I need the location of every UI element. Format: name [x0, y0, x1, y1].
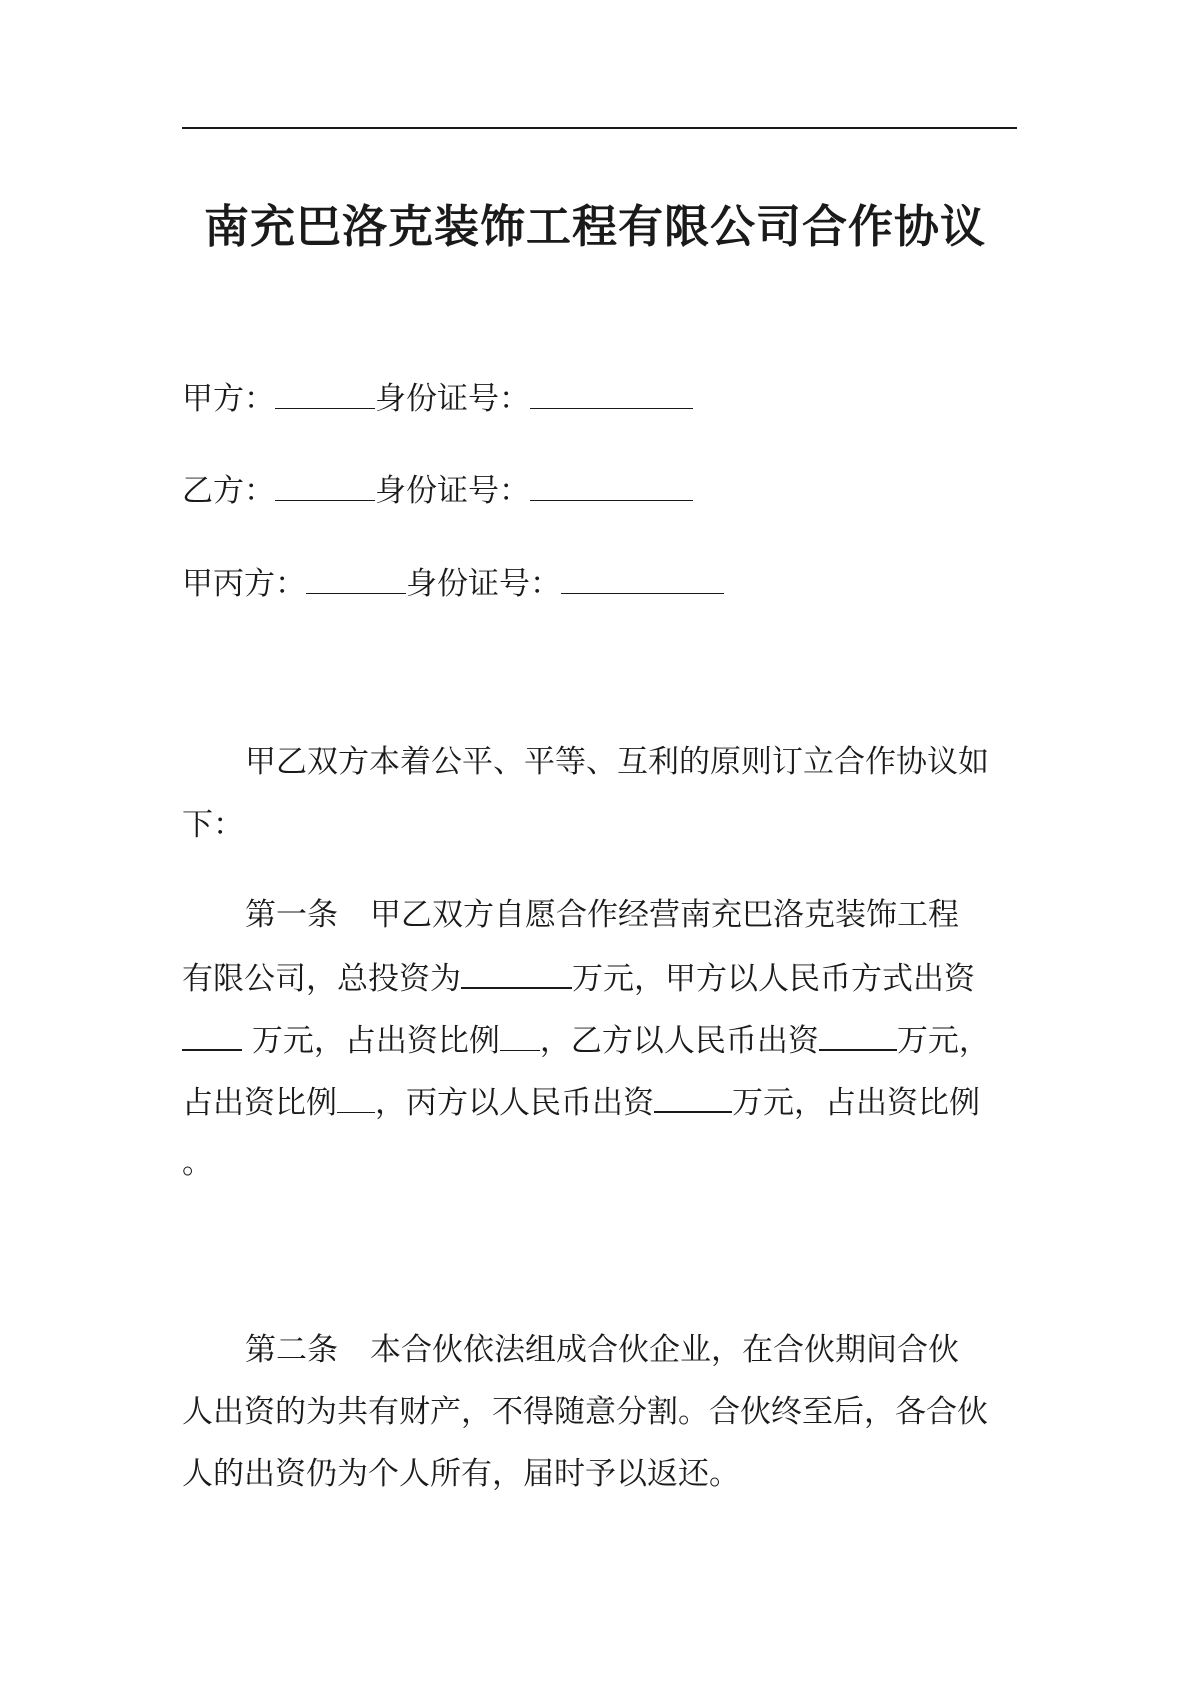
- party-b-id-blank[interactable]: [530, 470, 693, 501]
- article1-text-4a: 占出资比例: [182, 1085, 337, 1121]
- party-c-label: 甲丙方：: [182, 566, 306, 602]
- article1-text-2a: 有限公司，总投资为: [182, 961, 461, 997]
- document-title: 南充巴洛克装饰工程有限公司合作协议: [203, 200, 986, 253]
- article1-line-1: [245, 895, 959, 935]
- party-a-name-blank[interactable]: [275, 378, 375, 409]
- article1-line-3: [182, 1019, 990, 1061]
- article2-heading: 第二条: [245, 1332, 338, 1368]
- party-b-label: 乙方：: [182, 473, 275, 509]
- party-b-id-label: 身份证号：: [375, 473, 530, 509]
- article1-text-3c: 万元，: [896, 1023, 990, 1059]
- intro-line-1: 甲乙双方本着公平、平等、互利的原则订立合作协议如: [245, 744, 989, 780]
- article1-text-1: 甲乙双方自愿合作经营南充巴洛克装饰工程: [370, 897, 959, 933]
- total-investment-blank[interactable]: [461, 957, 572, 989]
- header-rule: [182, 127, 1017, 129]
- party-line-a: [182, 378, 693, 419]
- article1-text-3a: 万元，占出资比例: [242, 1023, 500, 1059]
- article1-text-4b: ，丙方以人民币出资: [375, 1085, 654, 1121]
- party-b-ratio-blank[interactable]: [337, 1082, 375, 1113]
- party-c-amount-blank[interactable]: [654, 1081, 732, 1113]
- article1-line-4: [182, 1081, 980, 1123]
- article2-line-2: 人出资的为共有财产，不得随意分割。合伙终至后，各合伙: [182, 1394, 988, 1430]
- article2-line-1: [245, 1330, 959, 1370]
- article1-text-3b: ，乙方以人民币出资: [539, 1023, 819, 1059]
- party-a-amount-blank[interactable]: [182, 1019, 242, 1051]
- party-a-id-blank[interactable]: [530, 378, 693, 409]
- intro-line-2: 下：: [182, 807, 244, 843]
- article1-line-2: [182, 957, 975, 999]
- party-a-label: 甲方：: [182, 381, 275, 417]
- article1-heading: 第一条: [245, 897, 338, 933]
- party-b-amount-blank[interactable]: [819, 1019, 897, 1051]
- article1-text-4c: 万元，占出资比例: [732, 1085, 980, 1121]
- party-c-id-blank[interactable]: [561, 563, 724, 594]
- party-c-name-blank[interactable]: [306, 563, 406, 594]
- party-b-name-blank[interactable]: [275, 470, 375, 501]
- party-c-id-label: 身份证号：: [406, 566, 561, 602]
- party-line-b: [182, 470, 693, 511]
- article2-text-1: 本合伙依法组成合伙企业，在合伙期间合伙: [370, 1332, 959, 1368]
- article1-line-5: 。: [182, 1145, 213, 1181]
- party-line-c: [182, 563, 724, 604]
- article2-line-3: 人的出资仍为个人所有，届时予以返还。: [182, 1456, 740, 1492]
- article1-text-2b: 万元，甲方以人民币方式出资: [572, 961, 975, 997]
- party-a-id-label: 身份证号：: [375, 381, 530, 417]
- party-a-ratio-blank[interactable]: [500, 1020, 540, 1051]
